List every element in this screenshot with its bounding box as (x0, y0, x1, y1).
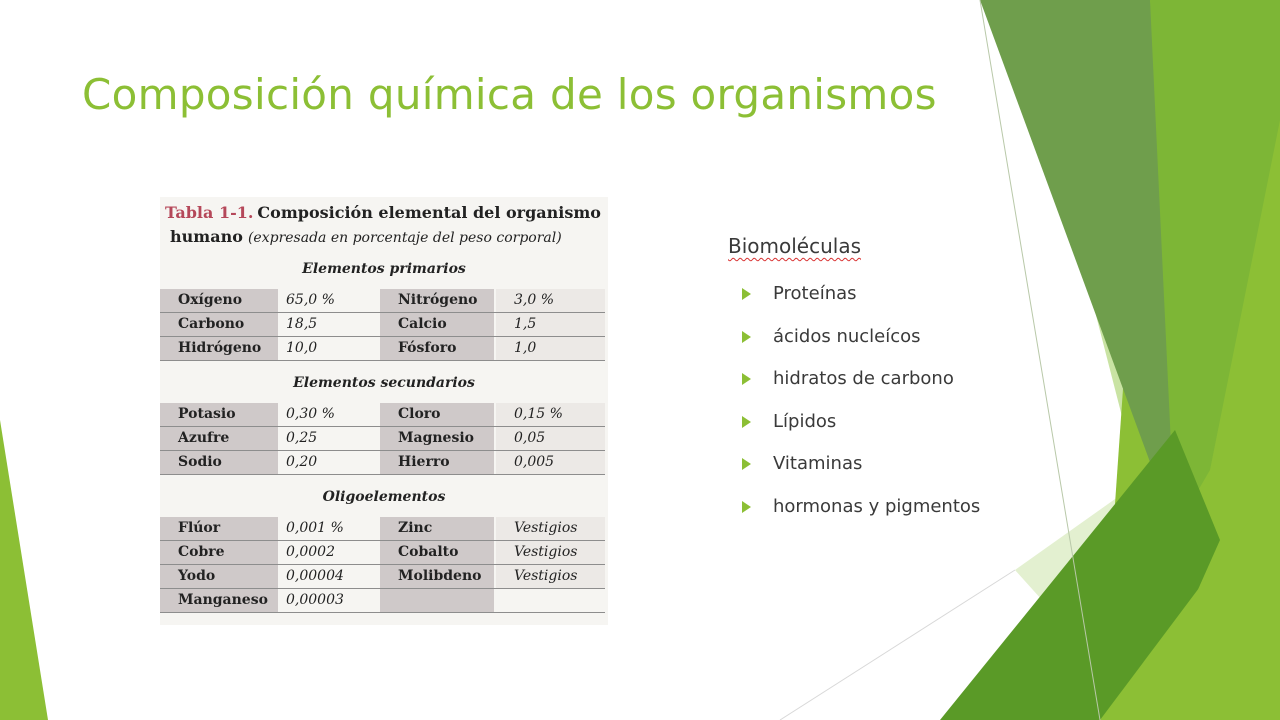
table-caption-label: Tabla 1-1. (165, 203, 254, 222)
element-value-cell: 65,0 % (286, 292, 335, 308)
table-row (160, 565, 605, 589)
table-caption-note: (expresada en porcentaje del peso corporal) (247, 230, 562, 246)
list-item-label: Proteínas (773, 283, 857, 304)
element-name-cell: Cloro (380, 403, 494, 426)
element-name-cell: Cobre (160, 541, 278, 564)
table-row (160, 451, 605, 475)
list-item (742, 368, 980, 411)
triangle-bullet-icon (742, 501, 751, 513)
biomolecules-heading: Biomoléculas (728, 234, 861, 258)
element-name-cell: Potasio (160, 403, 278, 426)
element-name-cell: Flúor (160, 517, 278, 540)
element-name-cell: Carbono (160, 313, 278, 336)
element-value-cell: 10,0 (286, 340, 318, 356)
table-row (160, 541, 605, 565)
list-item (742, 326, 980, 369)
table-caption (165, 203, 601, 222)
element-value-cell: 0,005 (496, 451, 605, 474)
element-name-cell: Sodio (160, 451, 278, 474)
table-row (160, 403, 605, 427)
list-item-label: ácidos nucleícos (773, 325, 921, 347)
list-item-label: Vitaminas (773, 453, 863, 474)
list-item-label: Lípidos (773, 410, 837, 432)
element-name-cell: Hierro (380, 451, 494, 474)
triangle-bullet-icon (742, 331, 751, 343)
element-value-cell: 0,00004 (286, 568, 344, 584)
table-group-secondary (160, 403, 605, 475)
element-name-cell: Calcio (380, 313, 494, 336)
element-value-cell: 0,30 % (286, 406, 335, 422)
section-heading-trace: Oligoelementos (322, 489, 446, 505)
element-value-cell: 0,001 % (286, 520, 344, 536)
list-item-label: hidratos de carbono (773, 368, 954, 389)
triangle-bullet-icon (742, 373, 751, 385)
element-value-cell: 1,5 (496, 313, 605, 336)
element-value-cell: 0,25 (286, 430, 318, 446)
element-name-cell: Manganeso (160, 589, 278, 612)
table-row (160, 289, 605, 313)
element-name-cell: Cobalto (380, 541, 494, 564)
element-name-cell: Magnesio (380, 427, 494, 450)
table-row (160, 313, 605, 337)
triangle-bullet-icon (742, 288, 751, 300)
table-caption-line2 (170, 227, 562, 246)
element-value-cell: Vestigios (496, 517, 605, 540)
table-row (160, 337, 605, 361)
element-value-cell: 1,0 (496, 337, 605, 360)
list-item (742, 496, 980, 539)
element-name-cell: Molibdeno (380, 565, 494, 588)
element-name-cell: Fósforo (380, 337, 494, 360)
element-value-cell: Vestigios (496, 565, 605, 588)
element-name-cell: Zinc (380, 517, 494, 540)
element-name-cell: Yodo (160, 565, 278, 588)
element-name-cell: Nitrógeno (380, 289, 494, 312)
table-row (160, 589, 605, 613)
table-group-primary (160, 289, 605, 361)
section-heading-secondary: Elementos secundarios (293, 375, 475, 391)
element-composition-table-image (160, 197, 608, 625)
table-caption-title: Composición elemental del organismo (257, 203, 601, 222)
list-item (742, 411, 980, 454)
list-item-label: hormonas y pigmentos (773, 495, 981, 517)
triangle-bullet-icon (742, 416, 751, 428)
element-value-cell: 0,05 (496, 427, 605, 450)
table-group-trace (160, 517, 605, 613)
triangle-bullet-icon (742, 458, 751, 470)
element-value-cell: 0,00003 (286, 592, 344, 608)
element-name-cell: Oxígeno (160, 289, 278, 312)
element-value-cell: 3,0 % (496, 289, 605, 312)
element-value-cell: 0,0002 (286, 544, 335, 560)
table-caption-title2: humano (170, 227, 243, 246)
element-name-cell (380, 589, 494, 612)
list-item (742, 283, 980, 326)
section-heading-primary: Elementos primarios (302, 261, 466, 277)
biomolecules-list (742, 283, 980, 538)
table-row (160, 427, 605, 451)
element-value-cell: 0,20 (286, 454, 318, 470)
element-name-cell: Azufre (160, 427, 278, 450)
element-value-cell: 0,15 % (496, 403, 605, 426)
list-item (742, 453, 980, 496)
table-row (160, 517, 605, 541)
element-value-cell: Vestigios (496, 541, 605, 564)
element-name-cell: Hidrógeno (160, 337, 278, 360)
slide-title: Composición química de los organismos (82, 70, 937, 119)
element-value-cell: 18,5 (286, 316, 318, 332)
